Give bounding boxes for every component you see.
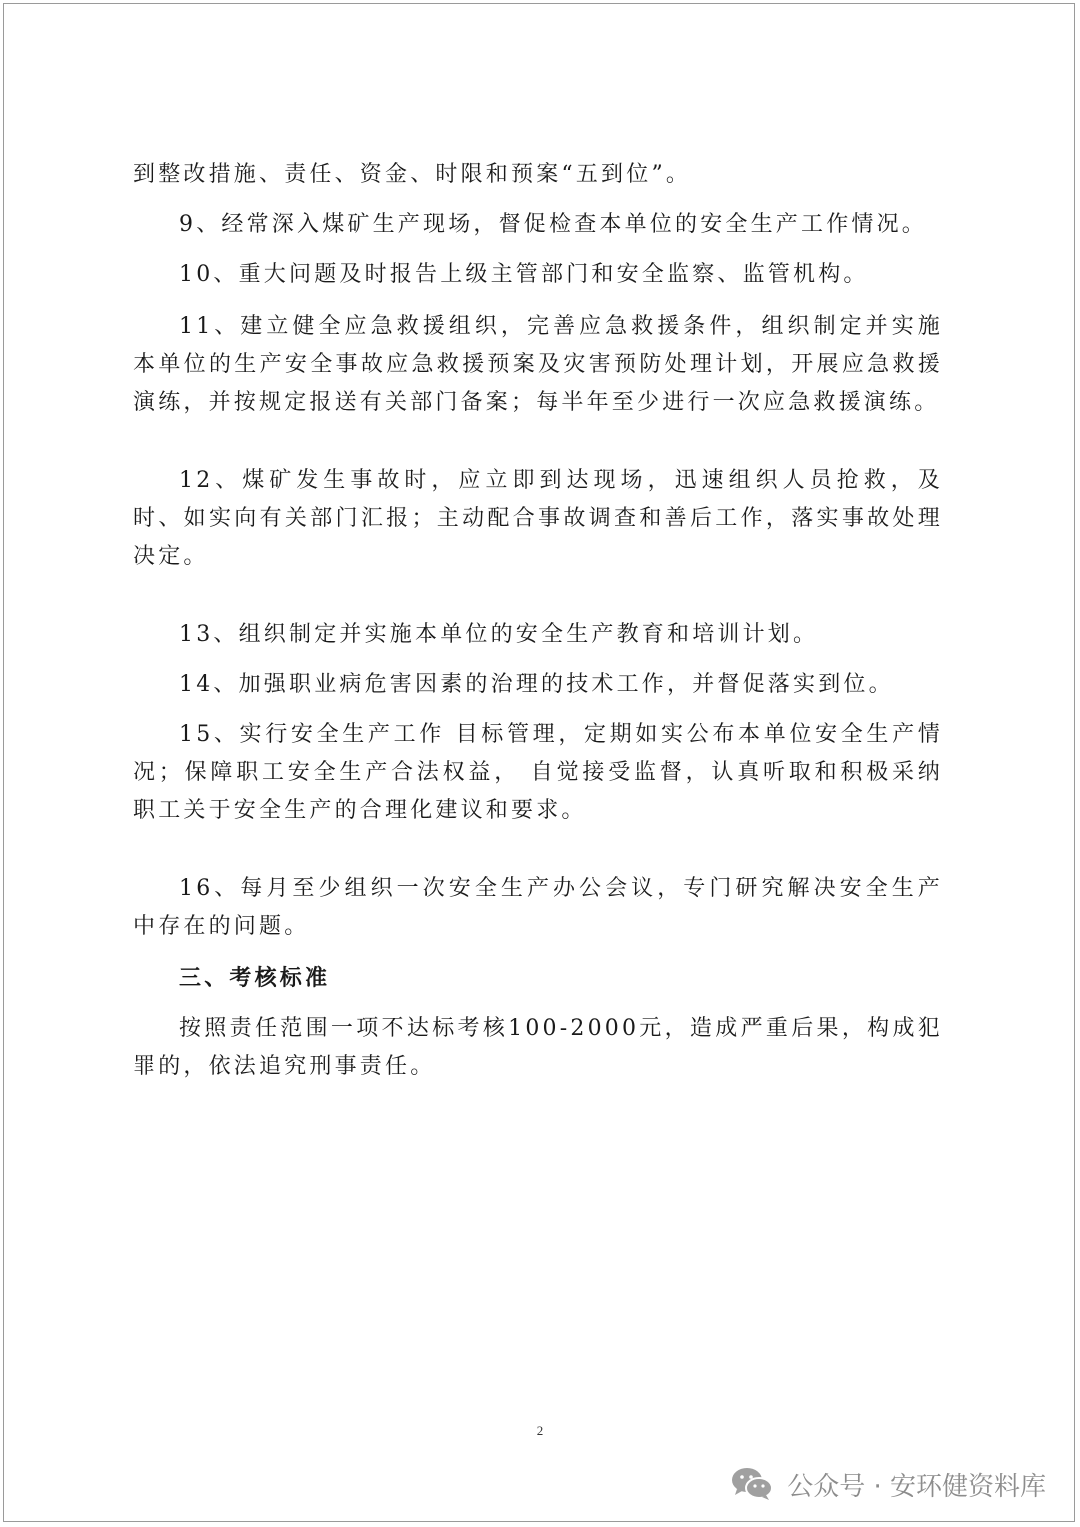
paragraph-item-13: 13、组织制定并实施本单位的安全生产教育和培训计划。 bbox=[179, 622, 819, 647]
section-heading: 三、考核标准 bbox=[179, 966, 331, 991]
page-number: 2 bbox=[536, 1423, 544, 1438]
paragraph-continuation: 到整改措施、责任、资金、时限和预案“五到位”。 bbox=[133, 162, 692, 187]
paragraph-item-10: 10、重大问题及时报告上级主管部门和安全监察、监管机构。 bbox=[179, 262, 869, 287]
watermark-text: 公众号 · 安环健资料库 bbox=[787, 1471, 1046, 1502]
paragraph-item-9: 9、经常深入煤矿生产现场，督促检查本单位的安全生产工作情况。 bbox=[179, 212, 927, 237]
paragraph-item-11: 11、建立健全应急救援组织，完善应急救援条件，组织制定并实施本单位的生产安全事故应急救援预案及灾害预防处理计划，开展应急救援演练，并按规定报送有关部门备案；每半年至少进行一次应急救援演练。 bbox=[133, 314, 943, 415]
watermark bbox=[729, 1462, 1046, 1506]
wechat-icon bbox=[729, 1464, 775, 1504]
assessment-paragraph: 按照责任范围一项不达标考核100-2000元，造成严重后果，构成犯罪的，依法追究刑事责任。 bbox=[133, 1016, 943, 1079]
paragraph-item-12: 12、煤矿发生事故时，应立即到达现场，迅速组织人员抢救，及时、如实向有关部门汇报；主动配合事故调查和善后工作，落实事故处理决定。 bbox=[133, 468, 943, 569]
document-body bbox=[133, 156, 943, 1086]
paragraph-item-16: 16、每月至少组织一次安全生产办公会议，专门研究解决安全生产中存在的问题。 bbox=[133, 876, 943, 939]
paragraph-item-15: 15、实行安全生产工作 目标管理，定期如实公布本单位安全生产情况；保障职工安全生产合法权益， 自觉接受监督，认真听取和积极采纳职工关于安全生产的合理化建议和要求。 bbox=[133, 722, 943, 823]
paragraph-item-14: 14、加强职业病危害因素的治理的技术工作，并督促落实到位。 bbox=[179, 672, 894, 697]
